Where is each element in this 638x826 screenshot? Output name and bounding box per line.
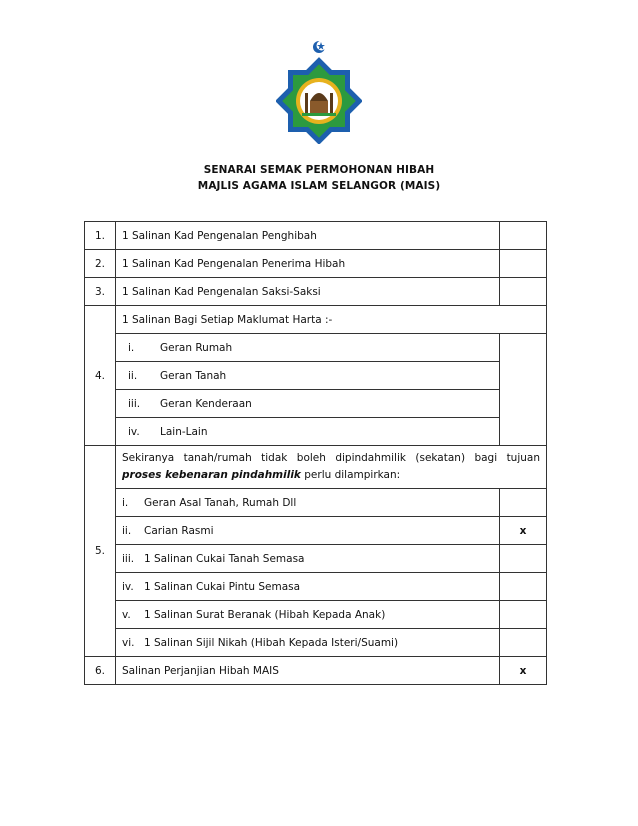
table-row: [85, 418, 547, 446]
check-box[interactable]: [500, 601, 547, 629]
sub-item-number: iv.: [122, 580, 134, 593]
row-text: Salinan Perjanjian Hibah MAIS: [116, 657, 500, 685]
table-row: [85, 362, 547, 390]
table-row: [85, 517, 547, 545]
table-row: [85, 446, 547, 489]
row-heading: 1 Salinan Bagi Setiap Maklumat Harta :-: [116, 306, 547, 334]
row-number: 6.: [85, 657, 116, 685]
paragraph-emphasis: proses kebenaran pindahmilik: [122, 469, 301, 481]
sub-item-number: iii.: [128, 397, 141, 410]
sub-item-number: ii.: [128, 369, 138, 382]
sub-item-number: vi.: [122, 636, 135, 649]
sub-item-number: ii.: [122, 524, 132, 537]
document-subtitle: MAJLIS AGAMA ISLAM SELANGOR (MAIS): [197, 180, 441, 192]
row-number: 1.: [85, 222, 116, 250]
sub-item: [116, 334, 500, 362]
sub-item-number: iii.: [122, 552, 135, 565]
check-box[interactable]: [500, 573, 547, 601]
check-box[interactable]: x: [500, 517, 547, 545]
sub-item-text: Geran Kenderaan: [160, 397, 252, 410]
table-row: [85, 489, 547, 517]
sub-item-text: 1 Salinan Surat Beranak (Hibah Kepada Anak): [144, 608, 386, 621]
row-text: 1 Salinan Kad Pengenalan Penghibah: [116, 222, 500, 250]
sub-item: [116, 390, 500, 418]
sub-item-text: Geran Asal Tanah, Rumah Dll: [144, 496, 297, 509]
table-row: [85, 573, 547, 601]
sub-item: [116, 517, 500, 545]
sub-item: [116, 418, 500, 446]
check-box[interactable]: [500, 545, 547, 573]
row-number: 4.: [85, 306, 116, 446]
paragraph-start: Sekiranya tanah/rumah tidak boleh dipindahmilik (sekatan) bagi tujuan: [122, 452, 540, 464]
sub-item-text: 1 Salinan Cukai Pintu Semasa: [144, 580, 301, 593]
sub-item-number: v.: [122, 608, 131, 621]
table-row: [85, 222, 547, 250]
sub-item-text: Geran Rumah: [160, 341, 233, 354]
sub-item: [116, 545, 500, 573]
check-box[interactable]: [500, 278, 547, 306]
table-row: [85, 601, 547, 629]
row-text: 1 Salinan Kad Pengenalan Penerima Hibah: [116, 250, 500, 278]
sub-item: [116, 489, 500, 517]
table-row: [85, 629, 547, 657]
check-box[interactable]: [500, 250, 547, 278]
table-row: [85, 334, 547, 362]
sub-item: [116, 629, 500, 657]
row-number: 5.: [85, 446, 116, 657]
row-paragraph: [116, 446, 547, 489]
table-row: [85, 306, 547, 334]
row-number: 2.: [85, 250, 116, 278]
mais-logo: [276, 38, 362, 144]
checklist-table: [84, 221, 547, 685]
sub-item-number: i.: [128, 341, 135, 354]
sub-item-text: 1 Salinan Cukai Tanah Semasa: [144, 552, 305, 565]
check-box[interactable]: [500, 629, 547, 657]
document-title: SENARAI SEMAK PERMOHONAN HIBAH: [203, 164, 435, 176]
row-number: 3.: [85, 278, 116, 306]
sub-item: [116, 601, 500, 629]
sub-item-number: iv.: [128, 425, 140, 438]
paragraph-end: perlu dilampirkan:: [304, 469, 401, 481]
check-box[interactable]: [500, 222, 547, 250]
check-box[interactable]: [500, 489, 547, 517]
check-box[interactable]: [500, 334, 547, 446]
table-row: [85, 657, 547, 685]
sub-item: [116, 573, 500, 601]
sub-item-number: i.: [122, 496, 129, 509]
check-box[interactable]: x: [500, 657, 547, 685]
table-row: [85, 278, 547, 306]
table-row: [85, 545, 547, 573]
table-row: [85, 250, 547, 278]
sub-item-text: Lain-Lain: [160, 425, 208, 438]
row-text: 1 Salinan Kad Pengenalan Saksi-Saksi: [116, 278, 500, 306]
table-row: [85, 390, 547, 418]
sub-item-text: Carian Rasmi: [144, 524, 214, 537]
sub-item-text: 1 Salinan Sijil Nikah (Hibah Kepada Isteri/Suami): [144, 636, 399, 649]
sub-item: [116, 362, 500, 390]
sub-item-text: Geran Tanah: [160, 369, 227, 382]
